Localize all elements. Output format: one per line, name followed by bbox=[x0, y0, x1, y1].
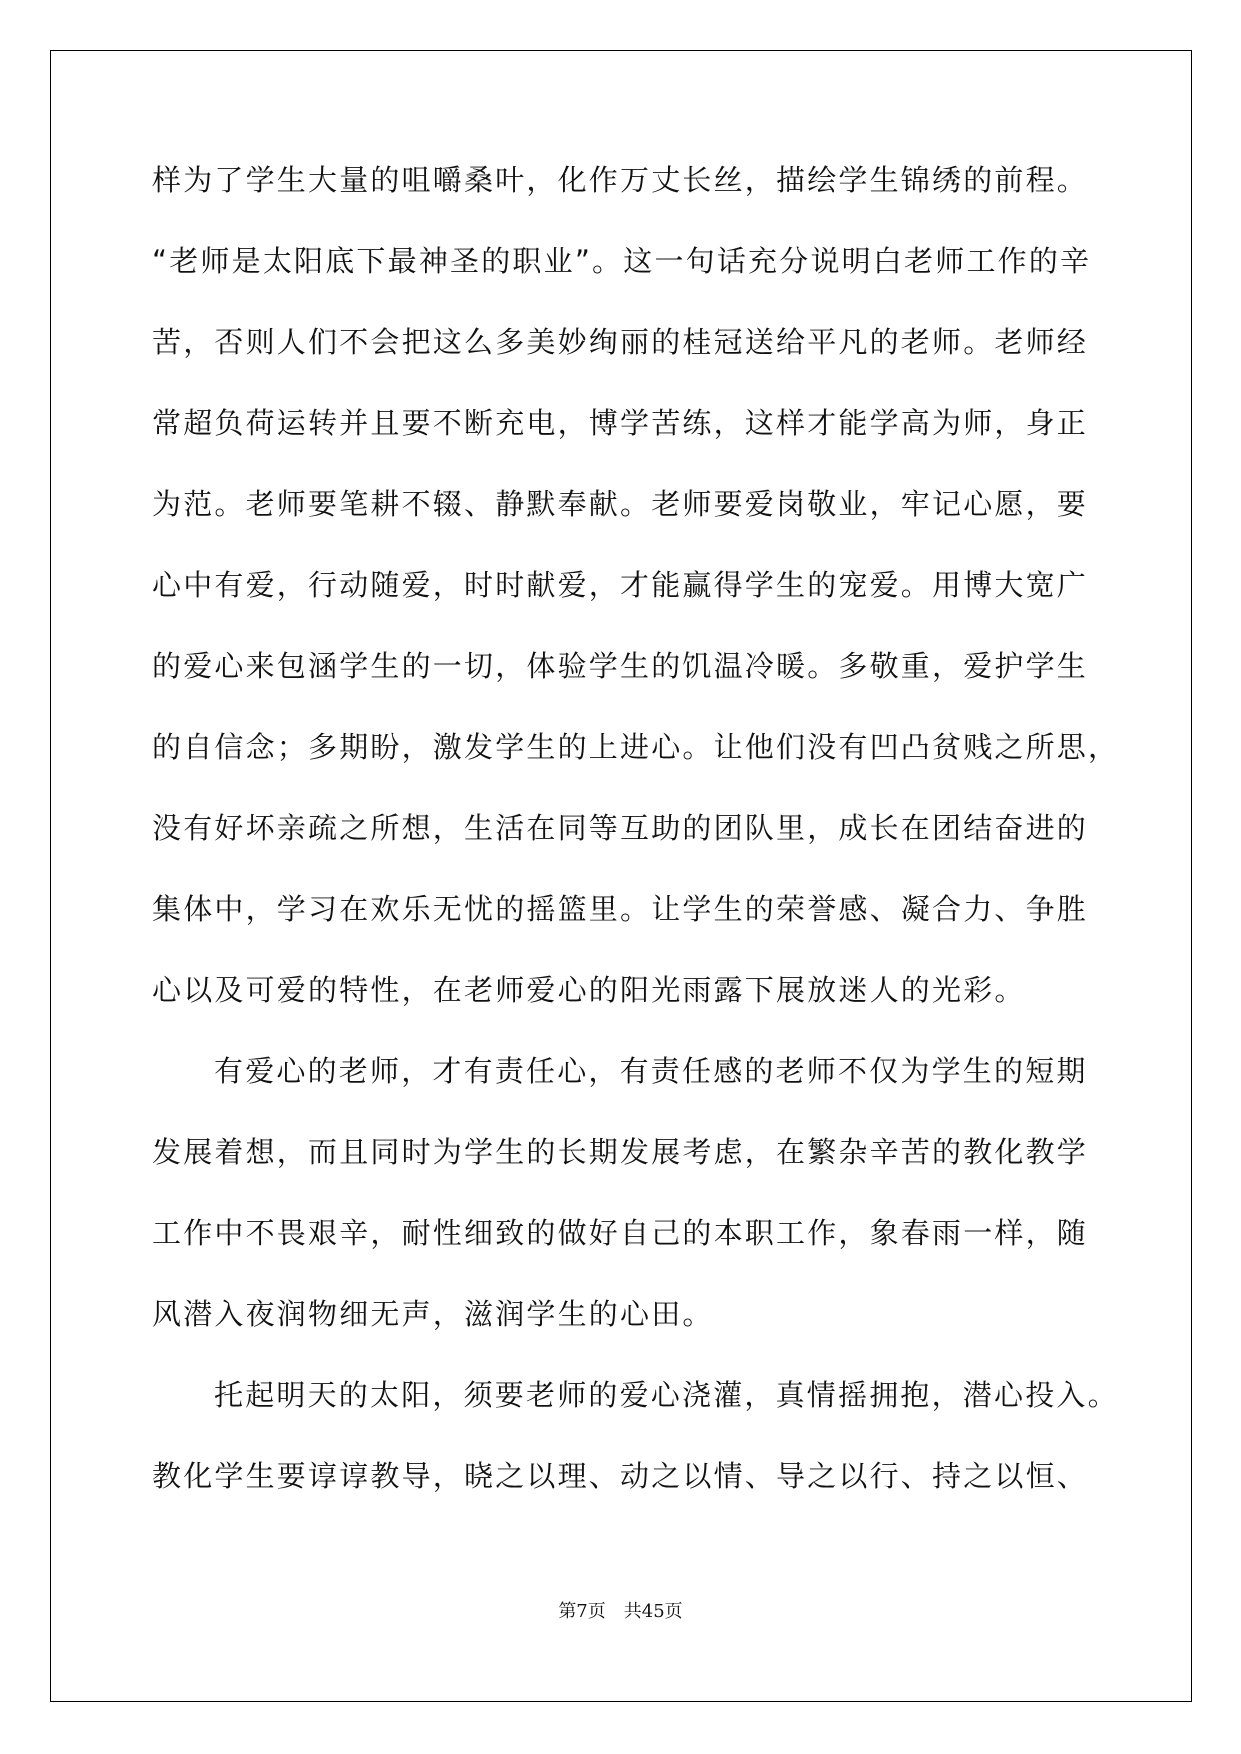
text-line: 有爱心的老师，才有责任心，有责任感的老师不仅为学生的短期 bbox=[214, 1054, 1088, 1088]
text-line: 为范。老师要笔耕不辍、静默奉献。老师要爱岗敬业，牢记心愿，要 bbox=[152, 487, 1089, 521]
text-line: 心中有爱，行动随爱，时时献爱，才能赢得学生的宠爱。用博大宽广 bbox=[152, 568, 1089, 602]
text-line: 常超负荷运转并且要不断充电，博学苦练，这样才能学高为师，身正 bbox=[152, 406, 1089, 440]
text-line: 发展着想，而且同时为学生的长期发展考虑，在繁杂辛苦的教化教学 bbox=[152, 1135, 1089, 1169]
text-line: 的自信念；多期盼，激发学生的上进心。让他们没有凹凸贫贱之所思， bbox=[152, 730, 1120, 764]
text-line: 集体中，学习在欢乐无忧的摇篮里。让学生的荣誉感、凝合力、争胜 bbox=[152, 892, 1089, 926]
text-line: 样为了学生大量的咀嚼桑叶，化作万丈长丝，描绘学生锦绣的前程。 bbox=[152, 163, 1089, 197]
document-body bbox=[152, 150, 1120, 1527]
text-line: 没有好坏亲疏之所想，生活在同等互助的团队里，成长在团结奋进的 bbox=[152, 811, 1089, 845]
page-footer: 第7页 共45页 bbox=[558, 1601, 683, 1622]
text-line: 心以及可爱的特性，在老师爱心的阳光雨露下展放迷人的光彩。 bbox=[152, 973, 1026, 1007]
text-line: 工作中不畏艰辛，耐性细致的做好自己的本职工作，象春雨一样，随 bbox=[152, 1216, 1089, 1250]
text-line: 教化学生要谆谆教导，晓之以理、动之以情、导之以行、持之以恒、 bbox=[152, 1459, 1089, 1493]
text-line: 的爱心来包涵学生的一切，体验学生的饥温冷暖。多敬重，爱护学生 bbox=[152, 649, 1089, 683]
text-line: 苦，否则人们不会把这么多美妙绚丽的桂冠送给平凡的老师。老师经 bbox=[152, 325, 1089, 359]
text-line: 风潜入夜润物细无声，滋润学生的心田。 bbox=[152, 1297, 714, 1331]
text-line: “老师是太阳底下最神圣的职业”。这一句话充分说明白老师工作的辛 bbox=[152, 244, 1092, 278]
text-line: 托起明天的太阳，须要老师的爱心浇灌，真情摇拥抱，潜心投入。 bbox=[214, 1378, 1119, 1412]
